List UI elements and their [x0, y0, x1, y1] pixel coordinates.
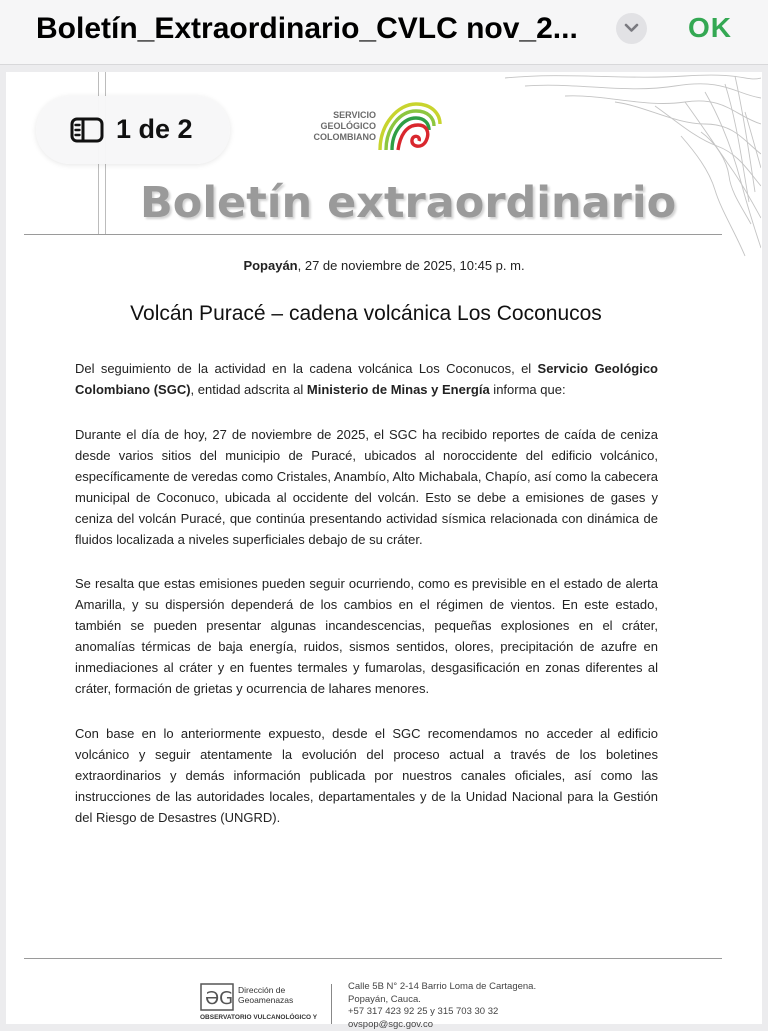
chevron-down-icon	[624, 23, 639, 33]
heading-rule	[24, 234, 722, 235]
ash-report-paragraph: Durante el día de hoy, 27 de noviembre de 2025, el SGC ha recibido reportes de caída de ceniza desde varios sitios del municipio de Puracé, ubicados al noroccidente del edificio volcánico, específicamente de veredas como Cristales, Anambío, Alto Michabala, Chapío, así como la cabecera municipal de Coconuco, ubicada al occidente del volcán. Esto se debe a emisiones de gases y ceniza del volcán Puracé, que continúa presentando actividad sísmica relacionada con dinámica de fluidos localizada a niveles superficiales debajo de su cráter.	[75, 424, 658, 550]
top-bar	[0, 0, 768, 65]
sgc-logo-icon	[376, 100, 442, 156]
intro-paragraph: Del seguimiento de la actividad en la cadena volcánica Los Coconucos, el Servicio Geológico Colombiano (SGC), entidad adscrita al Ministerio de Minas y Energía informa que:	[75, 358, 658, 400]
recommendation-paragraph: Con base en lo anteriormente expuesto, desde el SGC recomendamos no acceder al edificio volcánico y seguir atentamente la evolución del proceso actual a través de los boletines extraordinarios y demás información publicada por nuestros canales oficiales, así como las instrucciones de las autoridades locales, departamentales y de la Unidad Nacional para la Gestión del Riesgo de Desastres (UNGRD).	[75, 723, 658, 828]
bulletin-heading: Boletín extraordinario	[140, 178, 676, 228]
observatory-label: OBSERVATORIO VULCANOLÓGICO Y	[200, 1014, 317, 1021]
svg-text:ƏG: ƏG	[205, 988, 233, 1009]
alert-paragraph: Se resalta que estas emisiones pueden seguir ocurriendo, como es previsible en el estado de alerta Amarilla, y su dispersión dependerá de los cambios en el régimen de vientos. En este estado, también se pueden presentar algunas incandescencias, pequeñas explosiones en el cráter, anomalías térmicas de baja energía, ruidos, sismos sentidos, olores, precipitación de azufre en inmediaciones al cráter y en fuentes termales y fumarolas, desgasificación en zonas diferentes al cráter, formación de grietas y ocurrencia de lahares menores.	[75, 573, 658, 699]
done-button[interactable]: OK	[688, 12, 732, 44]
footer-rule	[24, 958, 722, 959]
pages-icon	[70, 117, 104, 143]
page-indicator[interactable]	[36, 96, 230, 164]
sgc-logo-text: SERVICIO GEOLÓGICO COLOMBIANO	[300, 110, 376, 143]
geoamenazas-label: Dirección de Geoamenazas	[238, 985, 293, 1005]
footer-address: Calle 5B N° 2-14 Barrio Loma de Cartagena. Popayán, Cauca. +57 317 423 92 25 y 315 703 30 32 ovspop@sgc.gov.co	[348, 981, 536, 1031]
geoamenazas-logo-icon	[200, 983, 234, 1011]
options-button[interactable]	[616, 13, 647, 44]
page-indicator-label: 1 de 2	[116, 114, 193, 145]
subject-title: Volcán Puracé – cadena volcánica Los Coconucos	[0, 302, 732, 326]
footer-divider	[331, 984, 332, 1024]
footer-email[interactable]: ovspop@sgc.gov.co	[348, 1019, 536, 1031]
document-title[interactable]: Boletín_Extraordinario_CVLC nov_2...	[36, 12, 596, 46]
place-date: Popayán, 27 de noviembre de 2025, 10:45 p. m.	[0, 258, 768, 273]
